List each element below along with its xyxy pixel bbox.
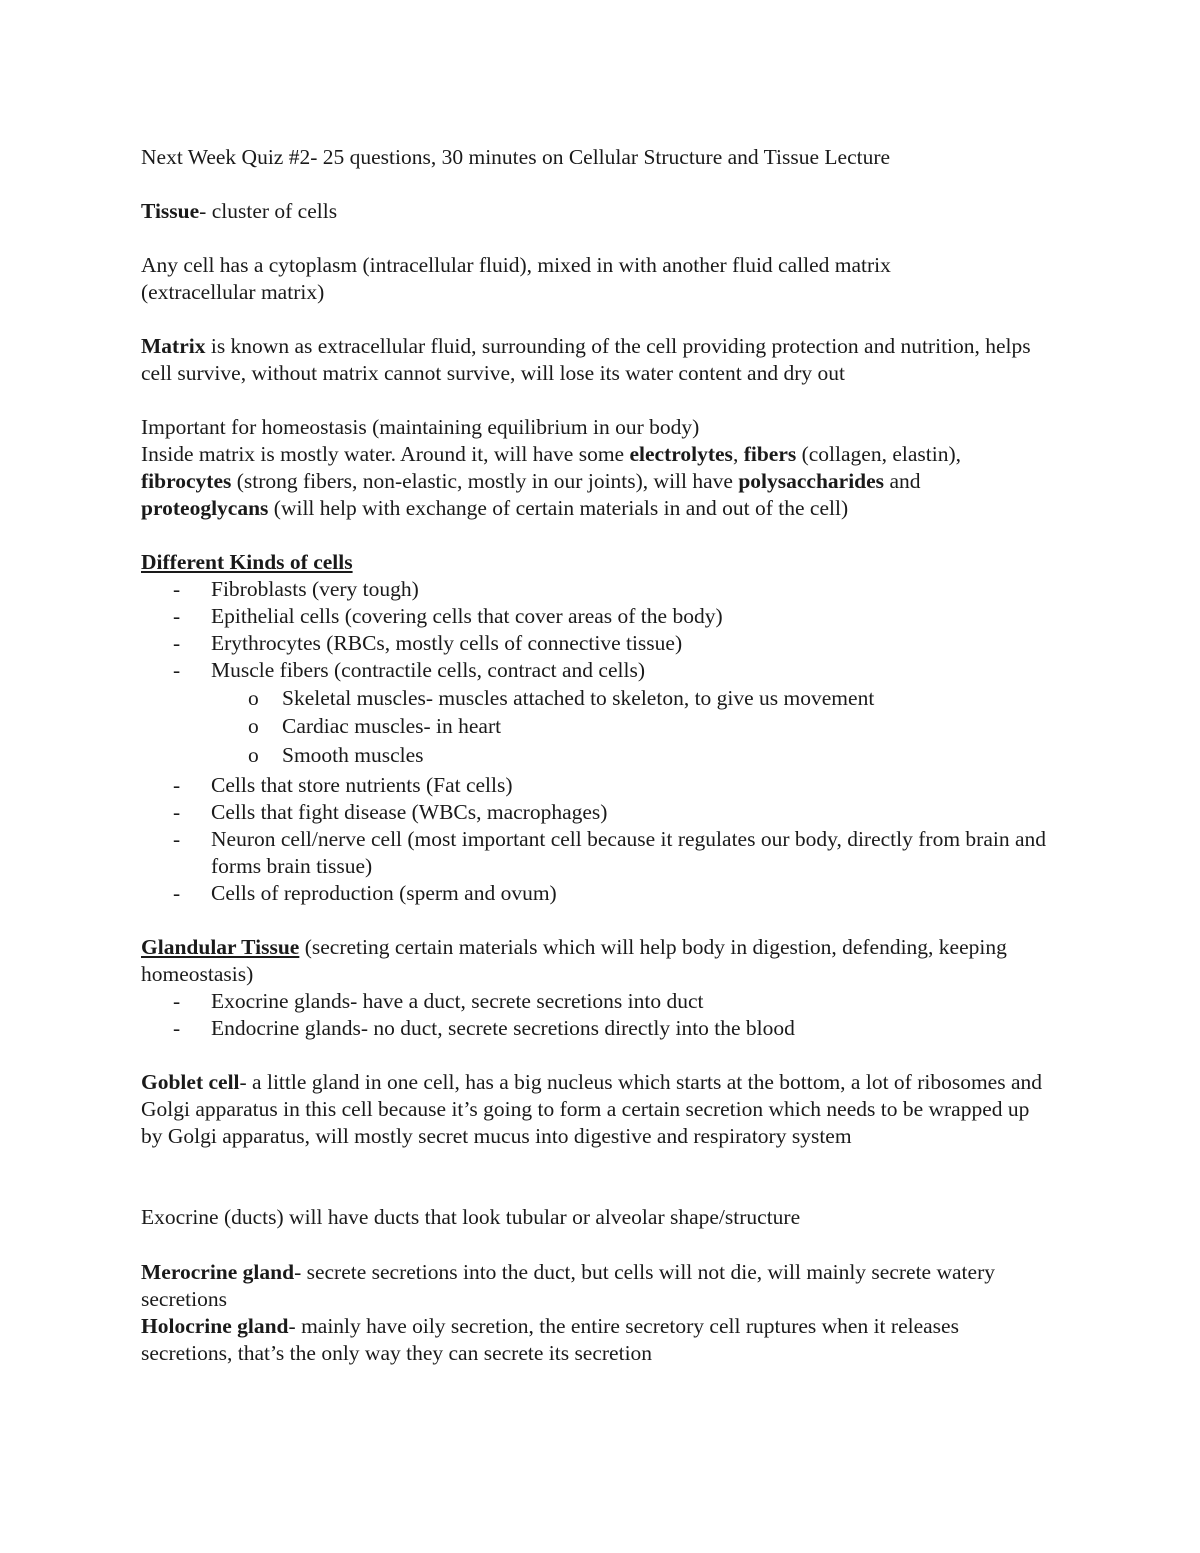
matrix-term: Matrix	[141, 334, 206, 358]
matrix-inside-text-a: Inside matrix is mostly water. Around it, will have some	[141, 442, 630, 466]
holocrine-def: - mainly have oily secretion, the entire secretory cell ruptures when it releases secretions, that’s the only way they can secrete its secretion	[141, 1314, 959, 1365]
cytoplasm-line-2: (extracellular matrix)	[141, 280, 325, 304]
matrix-inside-text-b: (collagen, elastin),	[796, 442, 962, 466]
goblet-term: Goblet cell	[141, 1070, 240, 1094]
sub-list-item	[0, 713, 1200, 740]
list-item-text: Endocrine glands- no duct, secrete secretions directly into the blood	[211, 1016, 795, 1040]
sub-list-item-text: Smooth muscles	[282, 743, 424, 767]
list-item-text: Cells that fight disease (WBCs, macrophages)	[211, 800, 608, 824]
list-item-text: Cells of reproduction (sperm and ovum)	[211, 881, 557, 905]
dash-bullet: -	[173, 827, 181, 851]
holocrine-paragraph	[141, 1313, 1051, 1367]
list-item-text: Cells that store nutrients (Fat cells)	[211, 773, 513, 797]
merocrine-paragraph	[141, 1259, 1041, 1313]
list-item	[0, 1015, 1200, 1042]
matrix-and: and	[884, 469, 921, 493]
glandular-paragraph	[141, 934, 1041, 988]
tissue-term: Tissue	[141, 199, 200, 223]
tissue-definition	[141, 198, 1061, 225]
list-item-text: Neuron cell/nerve cell (most important cell because it regulates our body, directly from brain and forms brain tissue)	[211, 827, 1047, 878]
cells-heading	[141, 549, 1061, 576]
dash-bullet: -	[173, 577, 181, 601]
goblet-def: - a little gland in one cell, has a big nucleus which starts at the bottom, a lot of ribosomes and Golgi apparatus in this cell because it’s going to form a certain secretion which needs to be wrapped up by Golgi apparatus, will mostly secret mucus into digestive and respiratory system	[141, 1070, 1042, 1148]
dash-bullet: -	[173, 631, 181, 655]
circle-bullet: o	[248, 686, 259, 710]
cytoplasm-line-1: Any cell has a cytoplasm (intracellular fluid), mixed in with another fluid called matrix	[141, 253, 891, 277]
merocrine-def: - secrete secretions into the duct, but cells will not die, will mainly secrete watery secretions	[141, 1260, 995, 1311]
matrix-inside-text-d: (will help with exchange of certain materials in and out of the cell)	[268, 496, 849, 520]
matrix-paragraph	[141, 333, 1046, 387]
list-item-text: Muscle fibers (contractile cells, contract and cells)	[211, 658, 645, 682]
list-item	[0, 576, 1200, 603]
dash-bullet: -	[173, 658, 181, 682]
circle-bullet: o	[248, 714, 259, 738]
sub-list-item	[0, 685, 1200, 712]
goblet-paragraph	[141, 1069, 1046, 1150]
cells-heading-text: Different Kinds of cells	[141, 550, 353, 574]
matrix-comma: ,	[732, 442, 744, 466]
sub-list-item	[0, 742, 1200, 769]
list-item-text: Exocrine glands- have a duct, secrete secretions into duct	[211, 989, 704, 1013]
glandular-term: Glandular Tissue	[141, 935, 300, 959]
list-item	[0, 799, 1200, 826]
list-item	[0, 826, 1200, 880]
matrix-def: is known as extracellular fluid, surrounding of the cell providing protection and nutrition, helps cell survive, without matrix cannot survive, will lose its water content and dry out	[141, 334, 1031, 385]
list-item-text: Erythrocytes (RBCs, mostly cells of connective tissue)	[211, 631, 683, 655]
sub-list-item-text: Cardiac muscles- in heart	[282, 714, 502, 738]
tissue-def: - cluster of cells	[199, 199, 338, 223]
circle-bullet: o	[248, 743, 259, 767]
dash-bullet: -	[173, 800, 181, 824]
holocrine-term: Holocrine gland	[141, 1314, 289, 1338]
matrix-contents-paragraph	[141, 441, 1051, 522]
list-item	[0, 630, 1200, 657]
fibers-term: fibers	[743, 442, 797, 466]
homeostasis-line: Important for homeostasis (maintaining equilibrium in our body)	[141, 415, 700, 439]
list-item	[0, 772, 1200, 799]
list-item	[0, 603, 1200, 630]
dash-bullet: -	[173, 989, 181, 1013]
exocrine-ducts-line: Exocrine (ducts) will have ducts that look tubular or alveolar shape/structure	[141, 1205, 801, 1229]
list-item	[0, 880, 1200, 907]
polysaccharides-term: polysaccharides	[738, 469, 885, 493]
quiz-note: Next Week Quiz #2- 25 questions, 30 minutes on Cellular Structure and Tissue Lecture	[141, 145, 891, 169]
fibrocytes-term: fibrocytes	[141, 469, 232, 493]
dash-bullet: -	[173, 1016, 181, 1040]
merocrine-term: Merocrine gland	[141, 1260, 295, 1284]
dash-bullet: -	[173, 604, 181, 628]
list-item	[0, 988, 1200, 1015]
sub-list-item-text: Skeletal muscles- muscles attached to skeleton, to give us movement	[282, 686, 875, 710]
dash-bullet: -	[173, 881, 181, 905]
list-item	[0, 657, 1200, 684]
list-item-text: Fibroblasts (very tough)	[211, 577, 419, 601]
proteoglycans-term: proteoglycans	[141, 496, 269, 520]
cytoplasm-paragraph	[141, 252, 1061, 306]
electrolytes-term: electrolytes	[629, 442, 733, 466]
list-item-text: Epithelial cells (covering cells that cover areas of the body)	[211, 604, 723, 628]
matrix-inside-text-c: (strong fibers, non-elastic, mostly in our joints), will have	[231, 469, 739, 493]
dash-bullet: -	[173, 773, 181, 797]
glandular-def: (secreting certain materials which will help body in digestion, defending, keeping homeostasis)	[141, 935, 1007, 986]
